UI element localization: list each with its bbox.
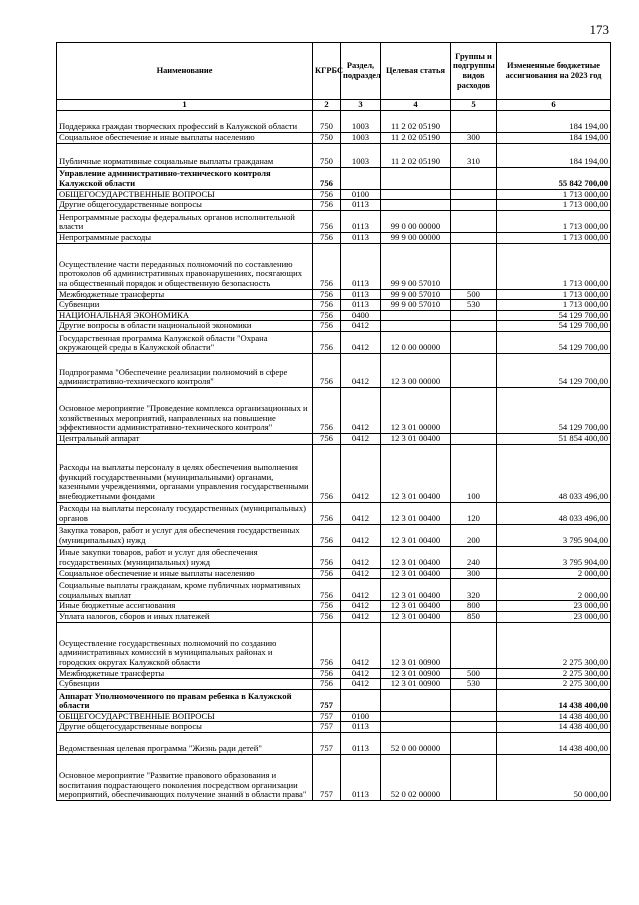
table-row bbox=[57, 601, 611, 612]
table-row bbox=[57, 755, 611, 801]
table-row bbox=[57, 310, 611, 321]
cell-target: 12 3 01 00400 bbox=[381, 546, 451, 568]
cell-section: 0113 bbox=[341, 755, 381, 801]
cell-amount: 3 795 904,00 bbox=[497, 546, 611, 568]
cell-amount: 14 438 400,00 bbox=[497, 733, 611, 755]
cell-section: 1003 bbox=[341, 111, 381, 133]
cell-target: 11 2 02 05190 bbox=[381, 111, 451, 133]
cell-kgrbs: 756 bbox=[313, 502, 341, 524]
cell-section: 0412 bbox=[341, 546, 381, 568]
cell-target: 12 3 01 00400 bbox=[381, 568, 451, 579]
cell-kgrbs: 756 bbox=[313, 434, 341, 445]
col-number: 3 bbox=[341, 100, 381, 111]
cell-target: 99 9 00 57010 bbox=[381, 243, 451, 289]
cell-amount: 2 000,00 bbox=[497, 568, 611, 579]
table-row bbox=[57, 332, 611, 354]
cell-kgrbs: 756 bbox=[313, 611, 341, 622]
cell-section: 0113 bbox=[341, 232, 381, 243]
cell-target: 12 3 01 00000 bbox=[381, 388, 451, 434]
cell-group: 310 bbox=[451, 143, 497, 167]
cell-name: Социальное обеспечение и иные выплаты населению bbox=[57, 568, 313, 579]
cell-target: 99 9 00 57010 bbox=[381, 289, 451, 300]
cell-amount: 2 275 300,00 bbox=[497, 679, 611, 690]
cell-target: 12 3 01 00400 bbox=[381, 611, 451, 622]
cell-group: 320 bbox=[451, 579, 497, 601]
cell-group: 530 bbox=[451, 300, 497, 311]
cell-kgrbs: 757 bbox=[313, 711, 341, 722]
cell-amount: 51 854 400,00 bbox=[497, 434, 611, 445]
cell-name: Межбюджетные трансферты bbox=[57, 289, 313, 300]
cell-group bbox=[451, 332, 497, 354]
cell-amount: 23 000,00 bbox=[497, 601, 611, 612]
cell-kgrbs: 756 bbox=[313, 601, 341, 612]
cell-kgrbs: 756 bbox=[313, 679, 341, 690]
cell-amount: 54 129 700,00 bbox=[497, 321, 611, 332]
cell-section: 0412 bbox=[341, 668, 381, 679]
cell-section: 0113 bbox=[341, 300, 381, 311]
cell-name: Основное мероприятие "Развитие правового образования и воспитания подрастающего поколения посредством организации мероприятий, обеспечивающих получение знаний в области права" bbox=[57, 755, 313, 801]
table-row bbox=[57, 210, 611, 232]
cell-name: Подпрограмма "Обеспечение реализации полномочий в сфере административно-технического контроля" bbox=[57, 354, 313, 388]
table-row bbox=[57, 111, 611, 133]
cell-name: Публичные нормативные социальные выплаты гражданам bbox=[57, 143, 313, 167]
cell-amount: 1 713 000,00 bbox=[497, 289, 611, 300]
cell-name: Социальные выплаты гражданам, кроме публичных нормативных социальных выплат bbox=[57, 579, 313, 601]
cell-kgrbs: 757 bbox=[313, 733, 341, 755]
cell-name: Расходы на выплаты персоналу государственных (муниципальных) органов bbox=[57, 502, 313, 524]
cell-group: 500 bbox=[451, 289, 497, 300]
cell-kgrbs: 756 bbox=[313, 232, 341, 243]
cell-section: 0113 bbox=[341, 210, 381, 232]
cell-group: 500 bbox=[451, 668, 497, 679]
table-row bbox=[57, 546, 611, 568]
cell-name: Закупка товаров, работ и услуг для обеспечения государственных (муниципальных) нужд bbox=[57, 524, 313, 546]
cell-section: 0412 bbox=[341, 332, 381, 354]
cell-kgrbs: 757 bbox=[313, 689, 341, 711]
cell-target: 12 3 00 00000 bbox=[381, 354, 451, 388]
cell-name: Поддержка граждан творческих профессий в Калужской области bbox=[57, 111, 313, 133]
cell-amount: 14 438 400,00 bbox=[497, 711, 611, 722]
cell-group bbox=[451, 200, 497, 211]
cell-group bbox=[451, 167, 497, 189]
cell-section: 0412 bbox=[341, 354, 381, 388]
cell-name: Другие общегосударственные вопросы bbox=[57, 200, 313, 211]
header-row bbox=[57, 43, 611, 100]
cell-amount: 14 438 400,00 bbox=[497, 689, 611, 711]
table-row bbox=[57, 388, 611, 434]
cell-section: 0412 bbox=[341, 601, 381, 612]
cell-name: ОБЩЕГОСУДАРСТВЕННЫЕ ВОПРОСЫ bbox=[57, 189, 313, 200]
cell-kgrbs: 757 bbox=[313, 722, 341, 733]
col-number: 2 bbox=[313, 100, 341, 111]
cell-kgrbs: 756 bbox=[313, 210, 341, 232]
cell-name: Центральный аппарат bbox=[57, 434, 313, 445]
table-row bbox=[57, 733, 611, 755]
cell-target: 12 3 01 00400 bbox=[381, 524, 451, 546]
cell-target bbox=[381, 167, 451, 189]
cell-kgrbs: 750 bbox=[313, 143, 341, 167]
cell-group bbox=[451, 354, 497, 388]
cell-name: Субвенции bbox=[57, 300, 313, 311]
cell-group bbox=[451, 243, 497, 289]
cell-kgrbs: 756 bbox=[313, 321, 341, 332]
cell-target bbox=[381, 200, 451, 211]
cell-section: 0113 bbox=[341, 243, 381, 289]
cell-section: 0412 bbox=[341, 568, 381, 579]
cell-kgrbs: 756 bbox=[313, 524, 341, 546]
cell-section: 0412 bbox=[341, 321, 381, 332]
header-group: Группы и подгруппы видов расходов bbox=[451, 43, 497, 100]
cell-group bbox=[451, 321, 497, 332]
cell-target: 99 9 00 57010 bbox=[381, 300, 451, 311]
cell-amount: 55 842 700,00 bbox=[497, 167, 611, 189]
cell-amount: 50 000,00 bbox=[497, 755, 611, 801]
cell-group bbox=[451, 310, 497, 321]
cell-kgrbs: 756 bbox=[313, 289, 341, 300]
cell-target: 12 3 01 00900 bbox=[381, 668, 451, 679]
cell-section bbox=[341, 167, 381, 189]
budget-table bbox=[56, 42, 611, 801]
table-row bbox=[57, 502, 611, 524]
table-row bbox=[57, 568, 611, 579]
cell-group bbox=[451, 733, 497, 755]
col-number: 4 bbox=[381, 100, 451, 111]
cell-name: Управление административно-технического контроля Калужской области bbox=[57, 167, 313, 189]
table-row bbox=[57, 622, 611, 668]
cell-name: Уплата налогов, сборов и иных платежей bbox=[57, 611, 313, 622]
table-row bbox=[57, 444, 611, 502]
cell-section: 0113 bbox=[341, 722, 381, 733]
cell-amount: 1 713 000,00 bbox=[497, 232, 611, 243]
table-row bbox=[57, 689, 611, 711]
cell-amount: 1 713 000,00 bbox=[497, 243, 611, 289]
header-kgrbs: КГРБС bbox=[313, 43, 341, 100]
cell-name: Социальное обеспечение и иные выплаты населению bbox=[57, 133, 313, 144]
table-row bbox=[57, 579, 611, 601]
cell-target: 12 3 01 00400 bbox=[381, 502, 451, 524]
table-row bbox=[57, 434, 611, 445]
cell-section: 1003 bbox=[341, 133, 381, 144]
cell-amount: 48 033 496,00 bbox=[497, 444, 611, 502]
cell-section: 0113 bbox=[341, 200, 381, 211]
cell-amount: 14 438 400,00 bbox=[497, 722, 611, 733]
cell-kgrbs: 756 bbox=[313, 310, 341, 321]
table-row bbox=[57, 143, 611, 167]
cell-section: 0412 bbox=[341, 524, 381, 546]
table-row bbox=[57, 679, 611, 690]
table-row bbox=[57, 189, 611, 200]
cell-kgrbs: 756 bbox=[313, 444, 341, 502]
table-row bbox=[57, 289, 611, 300]
cell-name: Расходы на выплаты персоналу в целях обеспечения выполнения функций государственными (муниципальными) органами, казенными учреждениями, органами управления государственными внебюджетными фондами bbox=[57, 444, 313, 502]
cell-section: 1003 bbox=[341, 143, 381, 167]
cell-name: Другие общегосударственные вопросы bbox=[57, 722, 313, 733]
cell-name: Субвенции bbox=[57, 679, 313, 690]
cell-name: Осуществление части переданных полномочий по составлению протоколов об административных правонарушениях, посягающих на общественный порядок и общественную безопасность bbox=[57, 243, 313, 289]
cell-kgrbs: 756 bbox=[313, 332, 341, 354]
cell-group bbox=[451, 622, 497, 668]
cell-amount: 1 713 000,00 bbox=[497, 200, 611, 211]
cell-group bbox=[451, 755, 497, 801]
cell-target: 12 3 01 00400 bbox=[381, 434, 451, 445]
cell-group: 300 bbox=[451, 133, 497, 144]
cell-target: 12 3 01 00900 bbox=[381, 679, 451, 690]
cell-group: 300 bbox=[451, 568, 497, 579]
cell-group: 100 bbox=[451, 444, 497, 502]
cell-kgrbs: 756 bbox=[313, 300, 341, 311]
cell-target: 12 3 01 00400 bbox=[381, 579, 451, 601]
cell-group bbox=[451, 189, 497, 200]
cell-section: 0412 bbox=[341, 611, 381, 622]
table-row bbox=[57, 232, 611, 243]
cell-target bbox=[381, 189, 451, 200]
cell-kgrbs: 756 bbox=[313, 568, 341, 579]
cell-kgrbs: 756 bbox=[313, 579, 341, 601]
cell-group: 800 bbox=[451, 601, 497, 612]
cell-amount: 2 275 300,00 bbox=[497, 622, 611, 668]
cell-amount: 2 275 300,00 bbox=[497, 668, 611, 679]
cell-group bbox=[451, 388, 497, 434]
cell-section: 0113 bbox=[341, 289, 381, 300]
cell-name: Иные бюджетные ассигнования bbox=[57, 601, 313, 612]
cell-amount: 54 129 700,00 bbox=[497, 388, 611, 434]
cell-name: ОБЩЕГОСУДАРСТВЕННЫЕ ВОПРОСЫ bbox=[57, 711, 313, 722]
cell-kgrbs: 756 bbox=[313, 668, 341, 679]
cell-section: 0412 bbox=[341, 679, 381, 690]
cell-target bbox=[381, 310, 451, 321]
table-row bbox=[57, 300, 611, 311]
table-row bbox=[57, 722, 611, 733]
cell-group bbox=[451, 210, 497, 232]
table-row bbox=[57, 611, 611, 622]
cell-target bbox=[381, 711, 451, 722]
cell-target: 11 2 02 05190 bbox=[381, 133, 451, 144]
col-number: 5 bbox=[451, 100, 497, 111]
table-body bbox=[57, 111, 611, 801]
cell-target bbox=[381, 321, 451, 332]
cell-name: Иные закупки товаров, работ и услуг для обеспечения государственных (муниципальных) нужд bbox=[57, 546, 313, 568]
cell-target: 52 0 00 00000 bbox=[381, 733, 451, 755]
table-row bbox=[57, 524, 611, 546]
cell-amount: 54 129 700,00 bbox=[497, 310, 611, 321]
cell-section: 0412 bbox=[341, 388, 381, 434]
col-number: 6 bbox=[497, 100, 611, 111]
cell-target: 12 3 01 00400 bbox=[381, 444, 451, 502]
cell-group: 200 bbox=[451, 524, 497, 546]
cell-target bbox=[381, 689, 451, 711]
cell-name: Аппарат Уполномоченного по правам ребенка в Калужской области bbox=[57, 689, 313, 711]
cell-amount: 3 795 904,00 bbox=[497, 524, 611, 546]
cell-target: 52 0 02 00000 bbox=[381, 755, 451, 801]
cell-amount: 1 713 000,00 bbox=[497, 210, 611, 232]
table-row bbox=[57, 711, 611, 722]
cell-amount: 184 194,00 bbox=[497, 111, 611, 133]
header-amount: Измененные бюджетные ассигнования на 2023 год bbox=[497, 43, 611, 100]
cell-kgrbs: 756 bbox=[313, 167, 341, 189]
cell-target: 12 0 00 00000 bbox=[381, 332, 451, 354]
table-row bbox=[57, 133, 611, 144]
cell-target: 99 9 00 00000 bbox=[381, 232, 451, 243]
cell-section: 0412 bbox=[341, 579, 381, 601]
cell-section: 0100 bbox=[341, 711, 381, 722]
cell-group bbox=[451, 232, 497, 243]
cell-amount: 23 000,00 bbox=[497, 611, 611, 622]
header-name: Наименование bbox=[57, 43, 313, 100]
cell-target: 11 2 02 05190 bbox=[381, 143, 451, 167]
cell-kgrbs: 757 bbox=[313, 755, 341, 801]
cell-kgrbs: 756 bbox=[313, 243, 341, 289]
col-number: 1 bbox=[57, 100, 313, 111]
table-row bbox=[57, 354, 611, 388]
cell-kgrbs: 756 bbox=[313, 388, 341, 434]
cell-target: 99 0 00 00000 bbox=[381, 210, 451, 232]
cell-amount: 1 713 000,00 bbox=[497, 189, 611, 200]
cell-amount: 184 194,00 bbox=[497, 133, 611, 144]
cell-section bbox=[341, 689, 381, 711]
cell-kgrbs: 750 bbox=[313, 111, 341, 133]
cell-group: 530 bbox=[451, 679, 497, 690]
page-number: 173 bbox=[589, 22, 609, 37]
cell-kgrbs: 756 bbox=[313, 189, 341, 200]
cell-group bbox=[451, 689, 497, 711]
table-row bbox=[57, 243, 611, 289]
cell-group bbox=[451, 711, 497, 722]
cell-name: НАЦИОНАЛЬНАЯ ЭКОНОМИКА bbox=[57, 310, 313, 321]
cell-section: 0412 bbox=[341, 622, 381, 668]
header-target: Целевая статья bbox=[381, 43, 451, 100]
cell-section: 0412 bbox=[341, 434, 381, 445]
cell-amount: 54 129 700,00 bbox=[497, 354, 611, 388]
table-row bbox=[57, 321, 611, 332]
cell-section: 0412 bbox=[341, 444, 381, 502]
cell-section: 0113 bbox=[341, 733, 381, 755]
cell-target: 12 3 01 00400 bbox=[381, 601, 451, 612]
cell-kgrbs: 756 bbox=[313, 354, 341, 388]
cell-group: 240 bbox=[451, 546, 497, 568]
cell-group: 850 bbox=[451, 611, 497, 622]
header-section: Раздел, подраздел bbox=[341, 43, 381, 100]
column-number-row bbox=[57, 100, 611, 111]
cell-target bbox=[381, 722, 451, 733]
cell-kgrbs: 756 bbox=[313, 622, 341, 668]
cell-section: 0400 bbox=[341, 310, 381, 321]
cell-group bbox=[451, 722, 497, 733]
cell-name: Межбюджетные трансферты bbox=[57, 668, 313, 679]
cell-group bbox=[451, 111, 497, 133]
table-row bbox=[57, 668, 611, 679]
cell-name: Другие вопросы в области национальной экономики bbox=[57, 321, 313, 332]
cell-name: Непрограммные расходы bbox=[57, 232, 313, 243]
cell-section: 0100 bbox=[341, 189, 381, 200]
cell-name: Непрограммные расходы федеральных органов исполнительной власти bbox=[57, 210, 313, 232]
cell-section: 0412 bbox=[341, 502, 381, 524]
cell-name: Государственная программа Калужской области "Охрана окружающей среды в Калужской области" bbox=[57, 332, 313, 354]
cell-group: 120 bbox=[451, 502, 497, 524]
cell-kgrbs: 756 bbox=[313, 200, 341, 211]
cell-amount: 1 713 000,00 bbox=[497, 300, 611, 311]
cell-name: Ведомственная целевая программа "Жизнь ради детей" bbox=[57, 733, 313, 755]
table-row bbox=[57, 167, 611, 189]
cell-group bbox=[451, 434, 497, 445]
cell-kgrbs: 756 bbox=[313, 546, 341, 568]
cell-target: 12 3 01 00900 bbox=[381, 622, 451, 668]
cell-amount: 54 129 700,00 bbox=[497, 332, 611, 354]
cell-name: Осуществление государственных полномочий по созданию административных комиссий в муниципальных районах и городских округах Калужской области bbox=[57, 622, 313, 668]
cell-amount: 48 033 496,00 bbox=[497, 502, 611, 524]
cell-amount: 184 194,00 bbox=[497, 143, 611, 167]
cell-kgrbs: 750 bbox=[313, 133, 341, 144]
cell-amount: 2 000,00 bbox=[497, 579, 611, 601]
cell-name: Основное мероприятие "Проведение комплекса организационных и хозяйственных мероприятий, направленных на повышение эффективности административно-технического контроля" bbox=[57, 388, 313, 434]
table-row bbox=[57, 200, 611, 211]
